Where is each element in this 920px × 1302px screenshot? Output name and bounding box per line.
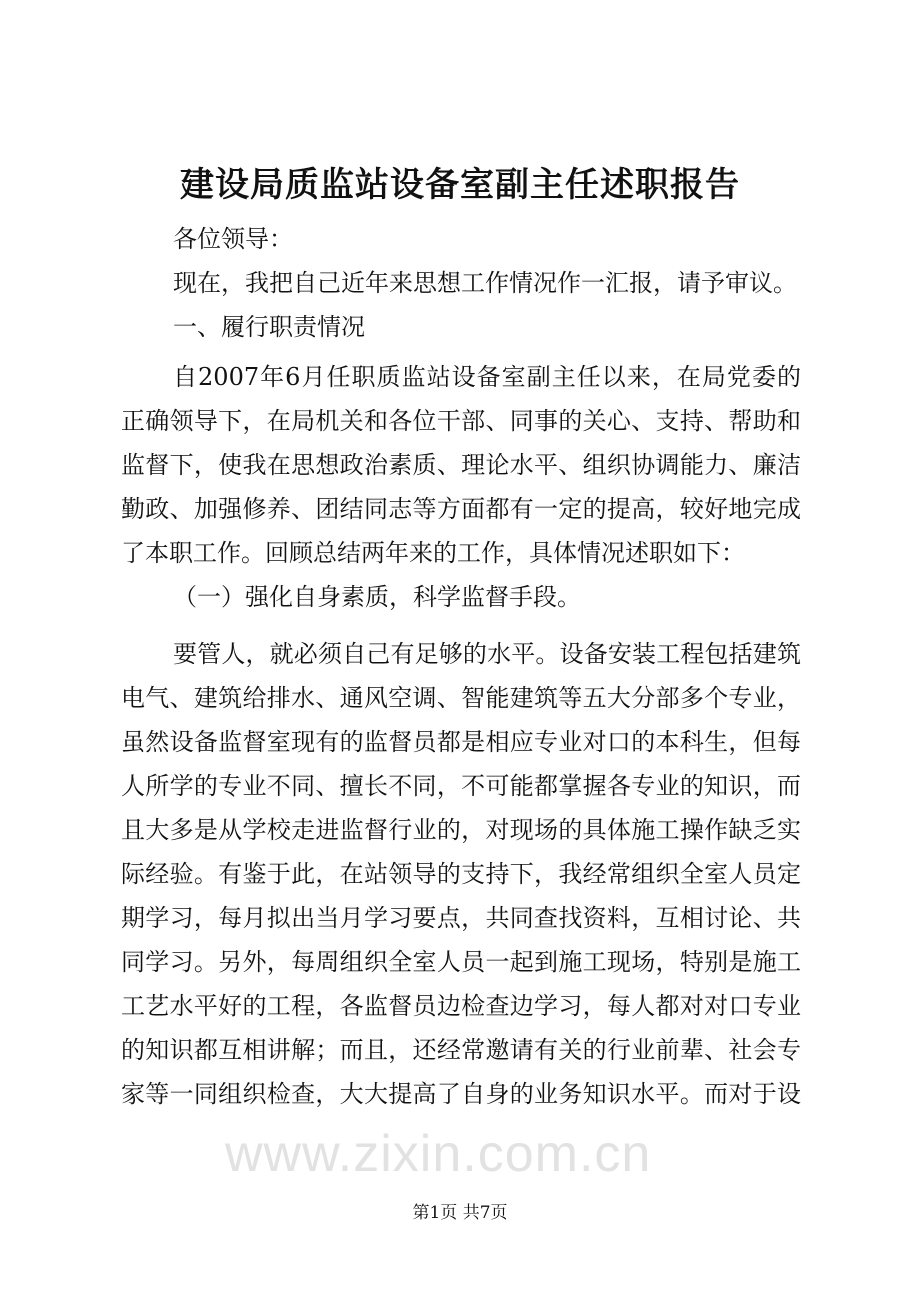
watermark: www.zixin.com.cn [225,1125,652,1183]
paragraph-line: 勤政、加强修养、团结同志等方面都有一定的提高，较好地完成 [121,495,801,523]
paragraph-line: 期学习，每月拟出当月学习要点，共同查找资料，互相讨论、共 [121,904,801,932]
document-body [121,217,801,1184]
paragraph-line: 同学习。另外，每周组织全室人员一起到施工现场，特别是施工 [121,948,801,976]
paragraph-line: 监督下，使我在思想政治素质、理论水平、组织协调能力、廉洁 [121,451,801,479]
paragraph-line: 家等一同组织检查，大大提高了自身的业务知识水平。而对于设 [121,1080,801,1108]
paragraph-line: 自2007年6月任职质监站设备室副主任以来，在局党委的 [173,363,801,391]
paragraph-line: 虽然设备监督室现有的监督员都是相应专业对口的本科生，但每 [121,728,801,756]
paragraph-line: 正确领导下，在局机关和各位干部、同事的关心、支持、帮助和 [121,407,801,435]
paragraph-line: 了本职工作。回顾总结两年来的工作，具体情况述职如下： [121,539,745,567]
paragraph-line: 工艺水平好的工程，各监督员边检查边学习，每人都对对口专业 [121,992,801,1020]
paragraph-line: 要管人，就必须自己有足够的水平。设备安装工程包括建筑 [173,640,801,668]
paragraph-line: 的知识都互相讲解；而且，还经常邀请有关的行业前辈、社会专 [121,1036,801,1064]
paragraph-line: 现在，我把自己近年来思想工作情况作一汇报，请予审议。 [173,269,797,297]
subsection-heading: （一）强化自身素质，科学监督手段。 [173,583,581,611]
paragraph-line: 电气、建筑给排水、通风空调、智能建筑等五大分部多个专业， [121,684,801,712]
salutation: 各位领导： [173,225,293,253]
paragraph-line: 际经验。有鉴于此，在站领导的支持下，我经常组织全室人员定 [121,860,801,888]
paragraph-line: 且大多是从学校走进监督行业的，对现场的具体施工操作缺乏实 [121,816,801,844]
paragraph-line: 人所学的专业不同、擅长不同，不可能都掌握各专业的知识，而 [121,772,801,800]
section-heading: 一、履行职责情况 [173,313,365,341]
document-title: 建设局质监站设备室副主任述职报告 [180,165,740,205]
page-number-footer: 第1页 共7页 [412,1203,508,1223]
